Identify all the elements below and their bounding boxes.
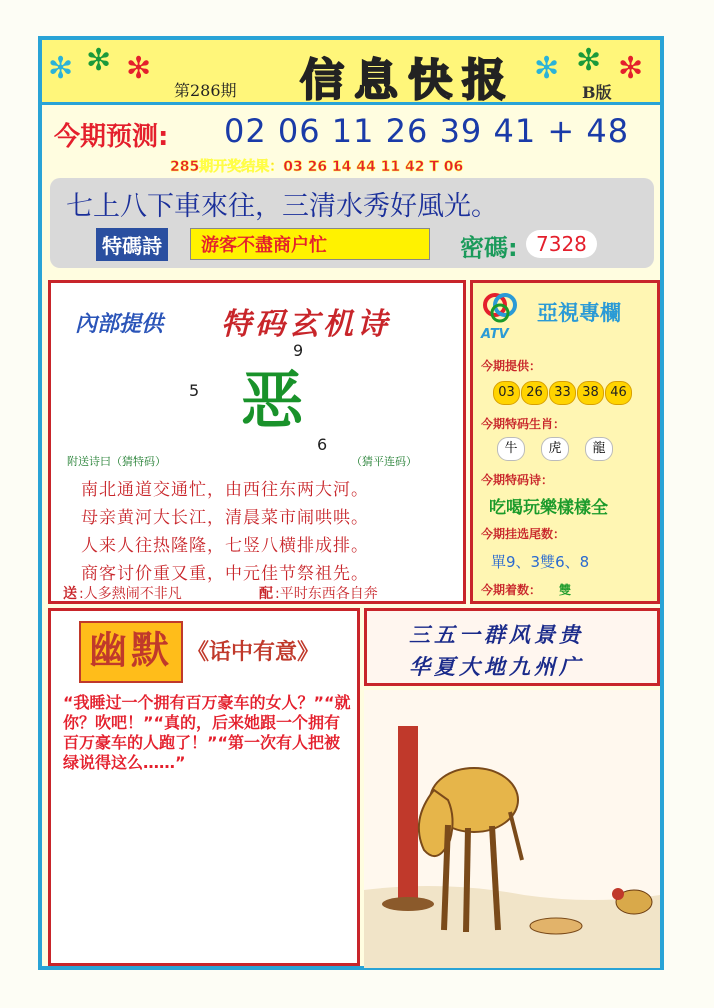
hen-head xyxy=(612,888,624,900)
verse-box xyxy=(50,178,654,268)
humor-panel xyxy=(48,608,360,966)
atv-watch: 雙 xyxy=(559,583,572,597)
prediction-label: 今期预测: xyxy=(54,122,169,152)
scene-box xyxy=(364,608,660,686)
poem-line: 人来人往热隆隆，七竖八横排成排。 xyxy=(81,536,369,556)
riddle-panel xyxy=(48,280,466,604)
number-ball: 03 xyxy=(493,381,520,405)
atv-tail: 單9、3雙6、8 xyxy=(491,553,590,571)
flower-icon: ✻ xyxy=(48,51,74,86)
flower-icon: ✻ xyxy=(534,51,560,86)
last-result: 285期开奖结果：03 26 14 44 11 42 T 06 xyxy=(170,159,464,175)
password-value: 7328 xyxy=(526,230,597,258)
page-frame xyxy=(38,36,664,970)
poem-value: 游客不盡商户忙 xyxy=(190,228,430,260)
atv-logo-text: ATV xyxy=(481,327,509,342)
zodiac-item: 牛 xyxy=(497,437,525,461)
atv-zodiac-label: 今期特码生肖： xyxy=(481,417,566,431)
flower-icon: ✻ xyxy=(126,51,152,86)
scene-line: 三五一群风景贵 xyxy=(409,622,584,647)
atv-watch-label: 今期着数： xyxy=(481,583,542,597)
post xyxy=(398,726,418,904)
number-ball: 38 xyxy=(577,381,604,405)
issue-number: 第286期 xyxy=(174,81,237,100)
pair-text: :平时东西各自奔 xyxy=(275,586,378,602)
poem-line: 南北通道交通忙，由西往东两大河。 xyxy=(81,480,369,500)
prediction-numbers: 02 06 11 26 39 41 + 48 xyxy=(224,112,630,150)
cattle-illustration xyxy=(364,690,660,968)
riddle-character: 恶 xyxy=(241,364,304,437)
prediction-row xyxy=(42,106,660,156)
humor-badge: 幽默 xyxy=(79,621,183,683)
calf-leg xyxy=(466,828,468,932)
provider-label: 內部提供 xyxy=(75,312,164,337)
flower-icon: ✻ xyxy=(86,43,112,78)
note-left: 附送诗曰（猜特码） xyxy=(67,455,166,468)
flower-icon: ✻ xyxy=(618,51,644,86)
atv-tail-label: 今期挂选尾数： xyxy=(481,527,566,541)
number-ball: 46 xyxy=(605,381,632,405)
atv-poem-label: 今期特码诗： xyxy=(481,473,554,487)
flower-icon: ✻ xyxy=(576,43,602,78)
digit-left: 5 xyxy=(189,381,200,400)
pair-label: 配 xyxy=(259,586,273,602)
atv-balls xyxy=(493,381,633,405)
calf-leg xyxy=(444,825,448,930)
poem-tag: 特碼詩 xyxy=(96,228,168,261)
number-ball: 33 xyxy=(549,381,576,405)
joke-text: “我睡过一个拥有百万豪车的女人？”“就你？吹吧！”“真的，后来她跟一个拥有百万豪车的人跑了！”“第一次有人把被绿说得这么……” xyxy=(63,693,351,772)
atv-zodiac xyxy=(497,437,629,461)
poem-line: 母亲黄河大长江，清晨菜市闹哄哄。 xyxy=(81,508,369,528)
zodiac-item: 龍 xyxy=(585,437,613,461)
atv-logo-icon xyxy=(481,291,525,325)
send-label: 送 xyxy=(63,586,77,602)
riddle-title: 特码玄机诗 xyxy=(221,307,391,342)
send-text: :人多熱闹不非凡 xyxy=(79,586,182,602)
atv-panel xyxy=(470,280,660,604)
digit-bottom: 6 xyxy=(317,435,328,454)
header-banner xyxy=(42,40,660,105)
post-base xyxy=(382,897,434,911)
password-label: 密碼: xyxy=(460,234,518,262)
note-right: （猜平连码） xyxy=(351,455,417,468)
edition-label: B版 xyxy=(582,83,612,102)
poem-line: 商客讨价重又重，中元佳节祭祖先。 xyxy=(81,564,369,584)
zodiac-item: 虎 xyxy=(541,437,569,461)
humor-subtitle: 《话中有意》 xyxy=(187,640,320,665)
digit-top: 9 xyxy=(293,341,304,360)
atv-provide-label: 今期提供： xyxy=(481,359,542,373)
atv-poem: 吃喝玩樂樣樣全 xyxy=(489,498,608,518)
page-title: 信息快报 xyxy=(300,55,516,106)
atv-title: 亞視專欄 xyxy=(537,301,621,325)
number-ball: 26 xyxy=(521,381,548,405)
verse-line: 七上八下車來往，三清水秀好風光。 xyxy=(66,191,498,222)
basin xyxy=(530,918,582,934)
scene-line: 华夏大地九州广 xyxy=(409,654,584,679)
